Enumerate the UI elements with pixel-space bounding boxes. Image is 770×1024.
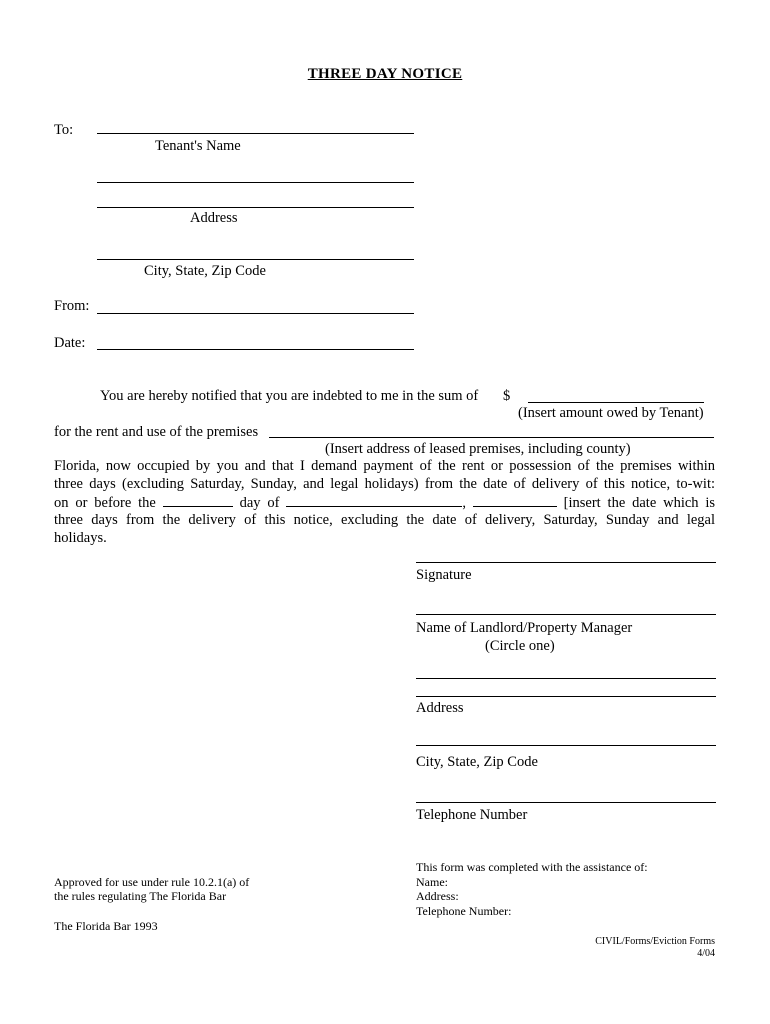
tenant-name-line[interactable]: [97, 133, 414, 134]
tenant-address-line-2[interactable]: [97, 207, 414, 208]
year-blank[interactable]: [473, 494, 557, 507]
paragraph-line-2: three days (excluding Saturday, Sunday, and legal holidays) from the date of delivery of this notice, to-wit:: [54, 475, 715, 492]
on-or-before-text: on or before the: [54, 494, 156, 511]
from-line[interactable]: [97, 313, 414, 314]
notice-paragraph: [54, 458, 715, 548]
paragraph-line-5: holidays.: [54, 530, 107, 547]
comma-text: ,: [462, 494, 466, 511]
day-blank[interactable]: [163, 494, 233, 507]
day-of-text: day of: [239, 494, 280, 511]
premises-hint: (Insert address of leased premises, including county): [325, 441, 631, 457]
assistance-heading: This form was completed with the assistance of:: [416, 860, 648, 874]
approved-line-2: the rules regulating The Florida Bar: [54, 889, 227, 903]
signature-label: Signature: [416, 567, 472, 583]
paragraph-line-1: Florida, now occupied by you and that I demand payment of the rent or possession of the premises within: [54, 458, 715, 474]
paragraph-line-3: [54, 494, 715, 513]
landlord-telephone-label: Telephone Number: [416, 807, 528, 823]
premises-prefix: for the rent and use of the premises: [54, 424, 259, 440]
tenant-address-line-1[interactable]: [97, 182, 414, 183]
amount-hint: (Insert amount owed by Tenant): [518, 405, 704, 421]
form-code: CIVIL/Forms/Eviction Forms: [595, 936, 715, 947]
date-line[interactable]: [97, 349, 414, 350]
florida-bar-year: The Florida Bar 1993: [54, 919, 158, 933]
assist-address-label: Address:: [416, 889, 459, 903]
tenant-city-label: City, State, Zip Code: [144, 263, 266, 279]
page-title: THREE DAY NOTICE: [307, 66, 463, 82]
premises-line[interactable]: [269, 437, 714, 438]
to-label: To:: [54, 122, 74, 138]
tenant-city-line[interactable]: [97, 259, 414, 260]
paragraph-line-4: three days from the delivery of this notice, excluding the date of delivery, Saturday, Sunday and legal: [54, 512, 715, 529]
landlord-telephone-line[interactable]: [416, 802, 716, 803]
circle-one-label: (Circle one): [485, 638, 555, 654]
dollar-sign: $: [503, 388, 511, 404]
amount-line[interactable]: [528, 402, 704, 403]
landlord-name-label: Name of Landlord/Property Manager: [416, 620, 633, 636]
insert-date-text: [insert the date which is: [563, 494, 716, 511]
tenant-address-label: Address: [190, 210, 238, 226]
signature-line[interactable]: [416, 562, 716, 563]
landlord-address-line-2[interactable]: [416, 696, 716, 697]
assist-name-label: Name:: [416, 875, 448, 889]
date-label: Date:: [54, 335, 86, 351]
landlord-city-label: City, State, Zip Code: [416, 754, 538, 770]
notice-intro: You are hereby notified that you are indebted to me in the sum of: [100, 388, 479, 404]
month-blank[interactable]: [286, 494, 462, 507]
form-date: 4/04: [697, 948, 715, 959]
landlord-city-line[interactable]: [416, 745, 716, 746]
tenant-name-label: Tenant's Name: [155, 138, 241, 154]
approved-line-1: Approved for use under rule 10.2.1(a) of: [54, 875, 250, 889]
landlord-address-line-1[interactable]: [416, 678, 716, 679]
landlord-address-label: Address: [416, 700, 464, 716]
landlord-name-line[interactable]: [416, 614, 716, 615]
assist-telephone-label: Telephone Number:: [416, 904, 512, 918]
from-label: From:: [54, 298, 90, 314]
